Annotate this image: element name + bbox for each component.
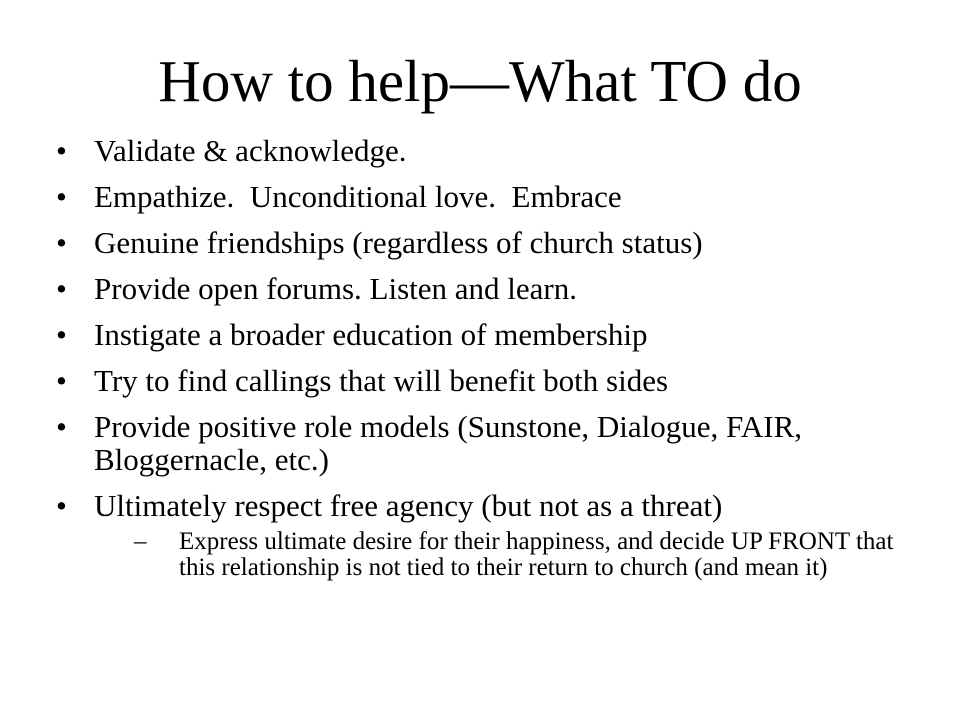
bullet-item	[56, 226, 926, 259]
bullet-item	[56, 272, 926, 305]
sub-bullet-item	[134, 529, 926, 581]
bullet-item	[56, 364, 926, 397]
bullet-text: Provide open forums. Listen and learn.	[94, 271, 577, 306]
bullet-item	[56, 489, 926, 522]
dash-icon: –	[134, 528, 147, 555]
bullet-text: Try to find callings that will benefit both sides	[94, 363, 669, 398]
bullet-text: Provide positive role models (Sunstone, Dialogue, FAIR, Bloggernacle, etc.)	[94, 409, 803, 477]
bullet-item	[56, 318, 926, 351]
bullet-icon: •	[56, 179, 67, 214]
bullet-icon: •	[56, 271, 67, 306]
bullet-text: Instigate a broader education of membership	[94, 317, 648, 352]
bullet-text: Validate & acknowledge.	[94, 133, 407, 168]
slide-title: How to help—What TO do	[158, 48, 802, 114]
bullet-list	[56, 134, 926, 581]
bullet-text: Empathize. Unconditional love. Embrace	[94, 179, 622, 214]
bullet-icon: •	[56, 488, 67, 523]
bullet-item	[56, 134, 926, 167]
bullet-icon: •	[56, 133, 67, 168]
sub-bullet-text: Express ultimate desire for their happiness, and decide UP FRONT that this relationship is not tied to their return to church (and mean it)	[179, 528, 894, 581]
bullet-item	[56, 410, 926, 476]
bullet-icon: •	[56, 363, 67, 398]
bullet-text: Genuine friendships (regardless of church status)	[94, 225, 703, 260]
bullet-icon: •	[56, 409, 67, 444]
bullet-icon: •	[56, 225, 67, 260]
bullet-item	[56, 180, 926, 213]
bullet-icon: •	[56, 317, 67, 352]
bullet-text: Ultimately respect free agency (but not as a threat)	[94, 488, 723, 523]
